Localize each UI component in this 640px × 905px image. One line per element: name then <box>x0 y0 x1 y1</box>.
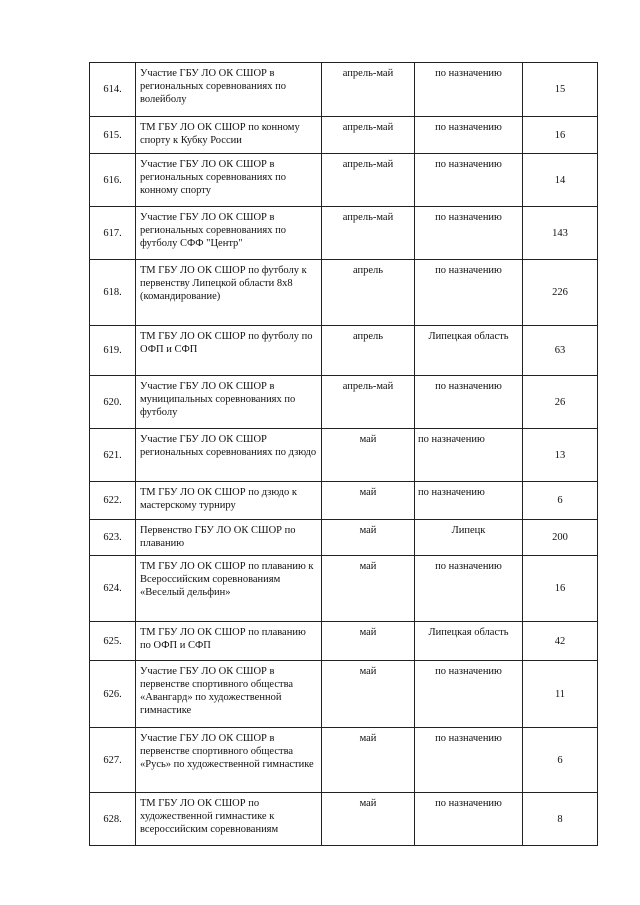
event-location: по назначению <box>415 63 523 117</box>
row-number: 624. <box>90 556 136 622</box>
event-dates: май <box>322 556 415 622</box>
event-dates: май <box>322 429 415 482</box>
row-number: 620. <box>90 376 136 429</box>
event-dates: апрель <box>322 260 415 326</box>
row-number: 615. <box>90 117 136 154</box>
event-location: по назначению <box>415 376 523 429</box>
participant-count: 11 <box>523 661 598 728</box>
event-location: по назначению <box>415 728 523 793</box>
event-description: ТМ ГБУ ЛО ОК СШОР по футболу по ОФП и СФП <box>136 326 322 376</box>
row-number: 616. <box>90 154 136 207</box>
table-row <box>90 207 598 260</box>
row-number: 617. <box>90 207 136 260</box>
event-location: по назначению <box>415 207 523 260</box>
table-row <box>90 376 598 429</box>
event-location: по назначению <box>415 117 523 154</box>
event-location: по назначению <box>415 154 523 207</box>
event-dates: май <box>322 661 415 728</box>
event-description: ТМ ГБУ ЛО ОК СШОР по конному спорту к Кубку России <box>136 117 322 154</box>
table-row <box>90 482 598 520</box>
table-row <box>90 154 598 207</box>
events-table <box>89 62 598 846</box>
event-dates: апрель <box>322 326 415 376</box>
table-row <box>90 793 598 846</box>
participant-count: 6 <box>523 482 598 520</box>
event-dates: май <box>322 482 415 520</box>
participant-count: 8 <box>523 793 598 846</box>
event-location: Липецкая область <box>415 326 523 376</box>
participant-count: 16 <box>523 117 598 154</box>
row-number: 628. <box>90 793 136 846</box>
event-description: ТМ ГБУ ЛО ОК СШОР по дзюдо к мастерскому турниру <box>136 482 322 520</box>
participant-count: 63 <box>523 326 598 376</box>
participant-count: 26 <box>523 376 598 429</box>
participant-count: 200 <box>523 520 598 556</box>
event-description: ТМ ГБУ ЛО ОК СШОР по плаванию по ОФП и СФП <box>136 622 322 661</box>
event-location: по назначению <box>415 793 523 846</box>
table-row <box>90 117 598 154</box>
event-dates: май <box>322 728 415 793</box>
row-number: 623. <box>90 520 136 556</box>
table-row <box>90 63 598 117</box>
row-number: 618. <box>90 260 136 326</box>
event-location: Липецкая область <box>415 622 523 661</box>
table-row <box>90 326 598 376</box>
event-description: Первенство ГБУ ЛО ОК СШОР по плаванию <box>136 520 322 556</box>
participant-count: 42 <box>523 622 598 661</box>
event-description: ТМ ГБУ ЛО ОК СШОР по футболу к первенству Липецкой области 8х8 (командирование) <box>136 260 322 326</box>
participant-count: 226 <box>523 260 598 326</box>
event-dates: май <box>322 520 415 556</box>
row-number: 626. <box>90 661 136 728</box>
participant-count: 13 <box>523 429 598 482</box>
participant-count: 16 <box>523 556 598 622</box>
row-number: 614. <box>90 63 136 117</box>
event-description: Участие ГБУ ЛО ОК СШОР в региональных соревнованиях по конному спорту <box>136 154 322 207</box>
table-row <box>90 429 598 482</box>
event-location: по назначению <box>415 429 523 482</box>
event-description: Участие ГБУ ЛО ОК СШОР в региональных соревнованиях по футболу СФФ "Центр" <box>136 207 322 260</box>
event-dates: апрель-май <box>322 376 415 429</box>
event-dates: апрель-май <box>322 63 415 117</box>
event-location: по назначению <box>415 260 523 326</box>
event-description: Участие ГБУ ЛО ОК СШОР в муниципальных соревнованиях по футболу <box>136 376 322 429</box>
row-number: 625. <box>90 622 136 661</box>
row-number: 627. <box>90 728 136 793</box>
table-row <box>90 622 598 661</box>
table-row <box>90 520 598 556</box>
participant-count: 15 <box>523 63 598 117</box>
participant-count: 143 <box>523 207 598 260</box>
event-description: Участие ГБУ ЛО ОК СШОР в первенстве спортивного общества «Русь» по художественной гимнастике <box>136 728 322 793</box>
row-number: 619. <box>90 326 136 376</box>
row-number: 622. <box>90 482 136 520</box>
row-number: 621. <box>90 429 136 482</box>
table-row <box>90 661 598 728</box>
event-location: по назначению <box>415 661 523 728</box>
event-description: ТМ ГБУ ЛО ОК СШОР по художественной гимнастике к всероссийским соревнованиям <box>136 793 322 846</box>
event-description: Участие ГБУ ЛО ОК СШОР в региональных соревнованиях по волейболу <box>136 63 322 117</box>
event-location: Липецк <box>415 520 523 556</box>
participant-count: 6 <box>523 728 598 793</box>
event-description: Участие ГБУ ЛО ОК СШОР в первенстве спортивного общества «Авангард» по художественной гимнастике <box>136 661 322 728</box>
event-description: ТМ ГБУ ЛО ОК СШОР по плаванию к Всероссийским соревнованиям «Веселый дельфин» <box>136 556 322 622</box>
event-dates: апрель-май <box>322 117 415 154</box>
event-location: по назначению <box>415 482 523 520</box>
participant-count: 14 <box>523 154 598 207</box>
table-row <box>90 556 598 622</box>
event-location: по назначению <box>415 556 523 622</box>
event-dates: май <box>322 793 415 846</box>
event-dates: апрель-май <box>322 154 415 207</box>
event-description: Участие ГБУ ЛО ОК СШОР региональных соревнованиях по дзюдо <box>136 429 322 482</box>
event-dates: май <box>322 622 415 661</box>
table-row <box>90 260 598 326</box>
event-dates: апрель-май <box>322 207 415 260</box>
table-row <box>90 728 598 793</box>
